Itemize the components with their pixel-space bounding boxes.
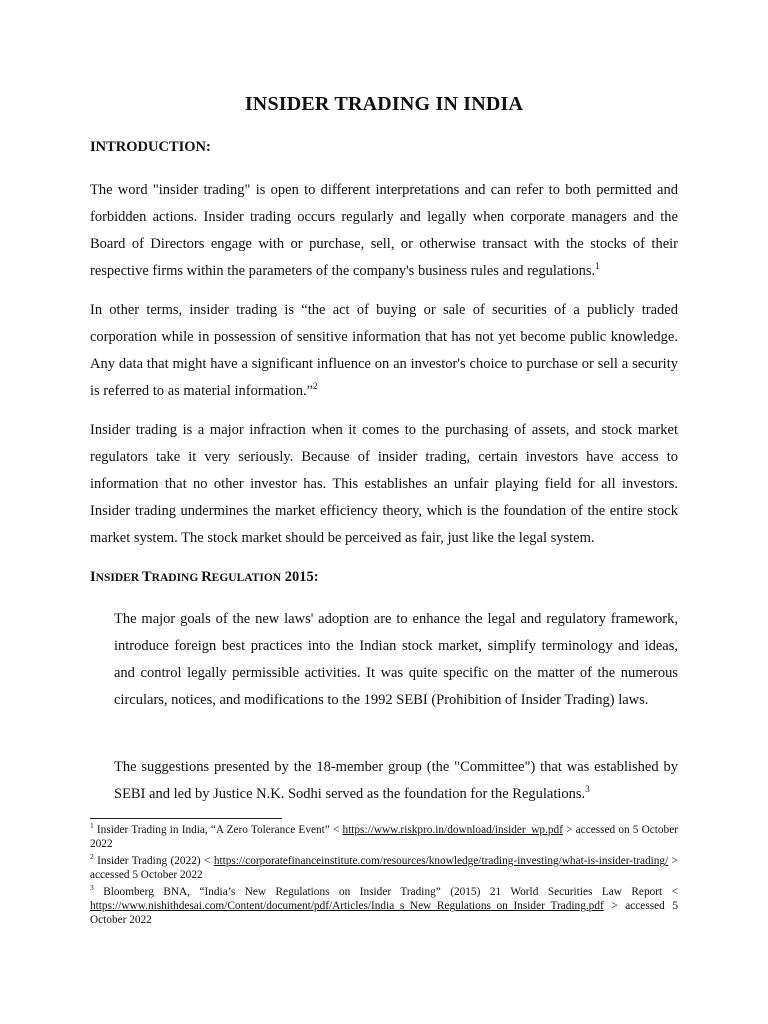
footnote-1-link[interactable]: https://www.riskpro.in/download/insider_wp.pdf <box>342 824 563 836</box>
paragraph-5-text: The suggestions presented by the 18-member group (the "Committee") that was established by SEBI and led by Justice N.K. Sodhi served as the foundation for the Regulations. <box>114 759 678 802</box>
footnote-ref-1[interactable]: 1 <box>595 261 600 272</box>
paragraph-1-text: The word "insider trading" is open to different interpretations and can refer to both permitted and forbidden actions. Insider trading occurs regularly and legally when corporate managers and the Board of Directors engage with or purchase, sell, or otherwise transact with the stocks of their respective firms within the parameters of the company's business rules and regulations. <box>90 182 678 279</box>
footnote-1: $^1$ Insider Trading in India, “A Zero Tolerance Event” < https://www.riskpro.in/download/insider_wp.pdf > accessed on 5 October 2022 <box>90 821 678 851</box>
footnote-3: $^3$ Bloomberg BNA, “India’s New Regulations on Insider Trading” (2015) 21 World Securities Law Report < https://www.nishithdesai.com/Content/document/pdf/Articles/India_s_New_Regulations_on_Insider_Trading.pdf > accessed 5 October 2022 <box>90 883 678 927</box>
footnote-separator <box>90 818 282 819</box>
paragraph-1 <box>90 177 678 285</box>
footnote-ref-2[interactable]: 2 <box>313 381 318 392</box>
footnote-3-link[interactable]: https://www.nishithdesai.com/Content/document/pdf/Articles/India_s_New_Regulations_on_Insider_Trading.pdf <box>90 900 604 913</box>
paragraph-2-text: In other terms, insider trading is “the act of buying or sale of securities of a publicly traded corporation while in possession of sensitive information that has not yet become public knowledge. Any data that might have a significant influence on an investor's choice to purchase or sell a security is referred to as material information.” <box>90 302 678 399</box>
footnote-ref-3[interactable]: 3 <box>585 784 590 795</box>
page-title: INSIDER TRADING IN INDIA <box>244 93 524 115</box>
introduction-heading: INTRODUCTION: <box>90 139 211 155</box>
paragraph-3: Insider trading is a major infraction when it comes to the purchasing of assets, and stock market regulators take it very seriously. Because of insider trading, certain investors have access to information that no other investor has. This establishes an unfair playing field for all investors. Insider trading undermines the market efficiency theory, which is the foundation of the entire stock market system. The stock market should be perceived as fair, just like the legal system. <box>90 422 678 546</box>
footnote-2-link[interactable]: https://corporatefinanceinstitute.com/resources/knowledge/trading-investing/what-is-insider-trading/ <box>213 855 669 867</box>
regulation-heading: INSIDER TRADING REGULATION 2015: <box>90 569 319 585</box>
paragraph-4: The major goals of the new laws' adoption are to enhance the legal and regulatory framework, introduce foreign best practices into the Indian stock market, simplify terminology and ideas, and control legally permissible activities. It was quite specific on the matter of the numerous circulars, notices, and modifications to the 1992 SEBI (Prohibition of Insider Trading) laws. <box>114 611 678 708</box>
paragraph-2 <box>90 297 678 405</box>
footnote-2: $^2$ Insider Trading (2022) < https://corporatefinanceinstitute.com/resources/knowledge/trading-investing/what-is-insider-trading/ > accessed 5 October 2022 <box>90 852 679 882</box>
paragraph-5 <box>114 754 678 808</box>
